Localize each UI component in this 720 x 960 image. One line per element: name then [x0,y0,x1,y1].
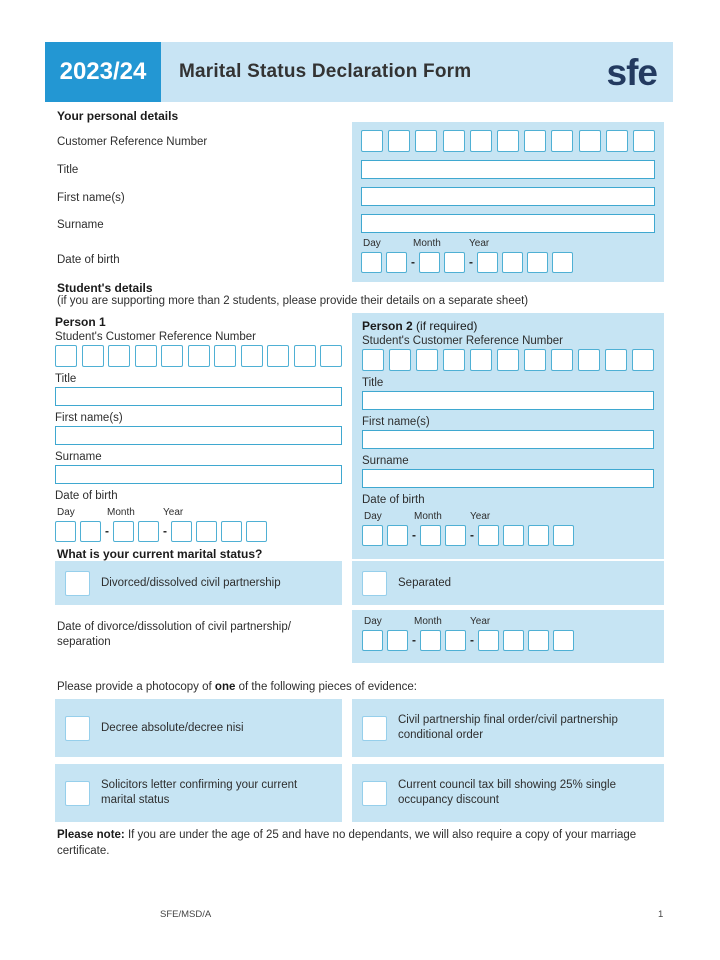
character-box[interactable] [524,349,546,371]
dob-separator: - [470,528,474,542]
dob-day-box[interactable] [362,630,383,651]
dob-separator: - [470,633,474,647]
academic-year-badge: 2023/24 [45,42,161,102]
character-box[interactable] [294,345,316,367]
dob-boxes [361,252,655,273]
dob-year-box[interactable] [478,630,499,651]
person-1-section [55,313,342,542]
students-details-note: (if you are supporting more than 2 students, please provide their details on a separate sheet) [57,295,529,307]
character-box[interactable] [605,349,627,371]
dob-day-box[interactable] [362,525,383,546]
character-box[interactable] [497,130,519,152]
sfe-logo: sfe [606,51,657,93]
character-box[interactable] [497,349,519,371]
character-box[interactable] [135,345,157,367]
dob-year-box[interactable] [503,525,524,546]
dob-day-box[interactable] [55,521,76,542]
surname-input[interactable] [361,214,655,233]
first-names-input[interactable] [361,187,655,206]
person-2-first-names-input[interactable] [362,430,654,449]
dob-boxes [55,521,342,542]
character-box[interactable] [267,345,289,367]
crn-boxes [361,130,655,152]
student-crn-label: Student's Customer Reference Number [55,331,256,343]
surname-label: Surname [362,455,409,467]
first-names-label: First name(s) [362,416,430,428]
day-label: Day [364,511,382,522]
character-box[interactable] [470,130,492,152]
day-label: Day [57,507,75,518]
character-box[interactable] [470,349,492,371]
form-code: SFE/MSD/A [160,909,212,920]
character-box[interactable] [579,130,601,152]
first-names-label: First name(s) [55,412,123,424]
character-box[interactable] [389,349,411,371]
dob-month-box[interactable] [420,525,441,546]
dob-month-box[interactable] [419,252,440,273]
option-label: Divorced/dissolved civil partnership [101,576,281,589]
dob-month-box[interactable] [444,252,465,273]
option-label: Separated [398,576,452,589]
dob-month-box[interactable] [445,630,466,651]
dob-month-box[interactable] [445,525,466,546]
dob-year-box[interactable] [528,630,549,651]
dmy-labels [362,511,654,524]
dob-year-box[interactable] [221,521,242,542]
character-box[interactable] [416,349,438,371]
evidence-label: Current council tax bill showing 25% single occupancy discount [398,779,616,806]
dob-year-box[interactable] [552,252,573,273]
civil-partnership-order-checkbox[interactable] [362,716,387,741]
evidence-intro: Please provide a photocopy of one of the following pieces of evidence: [57,681,417,693]
person-2-surname-input[interactable] [362,469,654,488]
character-box[interactable] [362,349,384,371]
council-tax-checkbox[interactable] [362,781,387,806]
dob-year-box[interactable] [527,252,548,273]
dob-year-box[interactable] [553,630,574,651]
dob-month-box[interactable] [113,521,134,542]
character-box[interactable] [633,130,655,152]
crn-label: Customer Reference Number [57,136,208,148]
dob-year-box[interactable] [478,525,499,546]
option-separated [352,561,664,605]
divorce-date-label: Date of divorce/dissolution of civil partnership/ separation [57,621,291,648]
month-label: Month [414,511,442,522]
dob-day-box[interactable] [386,252,407,273]
character-box[interactable] [214,345,236,367]
person-2-title-input[interactable] [362,391,654,410]
first-names-label: First name(s) [57,192,125,204]
title-label: Title [57,164,79,176]
year-label: Year [163,507,184,518]
dob-day-box[interactable] [80,521,101,542]
evidence-label: Civil partnership final order/civil partnership conditional order [398,714,618,741]
dob-year-box[interactable] [553,525,574,546]
students-details-heading: Student's details [57,281,153,295]
dob-label: Date of birth [57,254,120,266]
dob-month-box[interactable] [138,521,159,542]
character-box[interactable] [361,130,383,152]
person-1-surname-input[interactable] [55,465,342,484]
dob-year-box[interactable] [503,630,524,651]
dob-day-box[interactable] [387,525,408,546]
surname-label: Surname [57,219,104,231]
character-box[interactable] [188,345,210,367]
evidence-decree [55,699,342,757]
title-label: Title [55,373,77,385]
student-crn-label: Student's Customer Reference Number [362,335,563,347]
form-title: Marital Status Declaration Form [179,61,472,82]
divorced-checkbox[interactable] [65,571,90,596]
character-box[interactable] [632,349,654,371]
character-box[interactable] [388,130,410,152]
solicitors-letter-checkbox[interactable] [65,781,90,806]
dob-year-box[interactable] [528,525,549,546]
student-crn-boxes [362,349,654,371]
divorce-date-panel [352,610,664,663]
personal-details-panel [352,122,664,282]
dob-year-box[interactable] [171,521,192,542]
year-label: Year [469,238,490,249]
evidence-civil-partnership-order [352,699,664,757]
person-2-heading: Person 2 (if required) [362,319,478,333]
dmy-labels [361,238,655,251]
dmy-labels [55,507,342,520]
surname-label: Surname [55,451,102,463]
dob-month-box[interactable] [420,630,441,651]
option-divorced [55,561,342,605]
day-label: Day [363,238,381,249]
dob-year-box[interactable] [502,252,523,273]
character-box[interactable] [443,130,465,152]
person-2-suffix: (if required) [416,319,478,333]
title-input[interactable] [361,160,655,179]
character-box[interactable] [578,349,600,371]
marital-status-question: What is your current marital status? [57,547,263,561]
evidence-label: Decree absolute/decree nisi [101,721,244,734]
student-crn-boxes [55,345,342,367]
evidence-solicitors-letter [55,764,342,822]
person-1-title-input[interactable] [55,387,342,406]
character-box[interactable] [161,345,183,367]
dob-year-box[interactable] [246,521,267,542]
dob-label: Date of birth [362,494,425,506]
character-box[interactable] [108,345,130,367]
separated-checkbox[interactable] [362,571,387,596]
year-label: Year [470,511,491,522]
character-box[interactable] [551,130,573,152]
character-box[interactable] [606,130,628,152]
page-number: 1 [658,909,664,920]
dob-separator: - [411,255,415,269]
character-box[interactable] [443,349,465,371]
person-1-heading: Person 1 [55,315,106,329]
dob-separator: - [105,524,109,538]
character-box[interactable] [320,345,342,367]
dob-separator: - [412,633,416,647]
character-box[interactable] [415,130,437,152]
month-label: Month [107,507,135,518]
character-box[interactable] [241,345,263,367]
dob-day-box[interactable] [361,252,382,273]
dob-day-box[interactable] [387,630,408,651]
person-1-first-names-input[interactable] [55,426,342,445]
person-2-section [352,313,664,559]
evidence-label: Solicitors letter confirming your current marital status [101,779,298,806]
character-box[interactable] [55,345,77,367]
dob-separator: - [412,528,416,542]
character-box[interactable] [82,345,104,367]
form-header [45,42,673,102]
evidence-council-tax [352,764,664,822]
character-box[interactable] [551,349,573,371]
dob-label: Date of birth [55,490,118,502]
dob-boxes [362,525,654,546]
dmy-labels [362,616,654,629]
personal-details-heading: Your personal details [57,109,179,123]
month-label: Month [414,616,442,627]
character-box[interactable] [524,130,546,152]
dob-separator: - [163,524,167,538]
decree-checkbox[interactable] [65,716,90,741]
divorce-date-boxes [362,630,654,651]
month-label: Month [413,238,441,249]
year-label: Year [470,616,491,627]
day-label: Day [364,616,382,627]
dob-separator: - [469,255,473,269]
please-note: Please note: If you are under the age of 25 and have no dependants, we will also require a copy of your marriage certificate. [57,829,637,857]
dob-year-box[interactable] [196,521,217,542]
title-label: Title [362,377,384,389]
dob-year-box[interactable] [477,252,498,273]
